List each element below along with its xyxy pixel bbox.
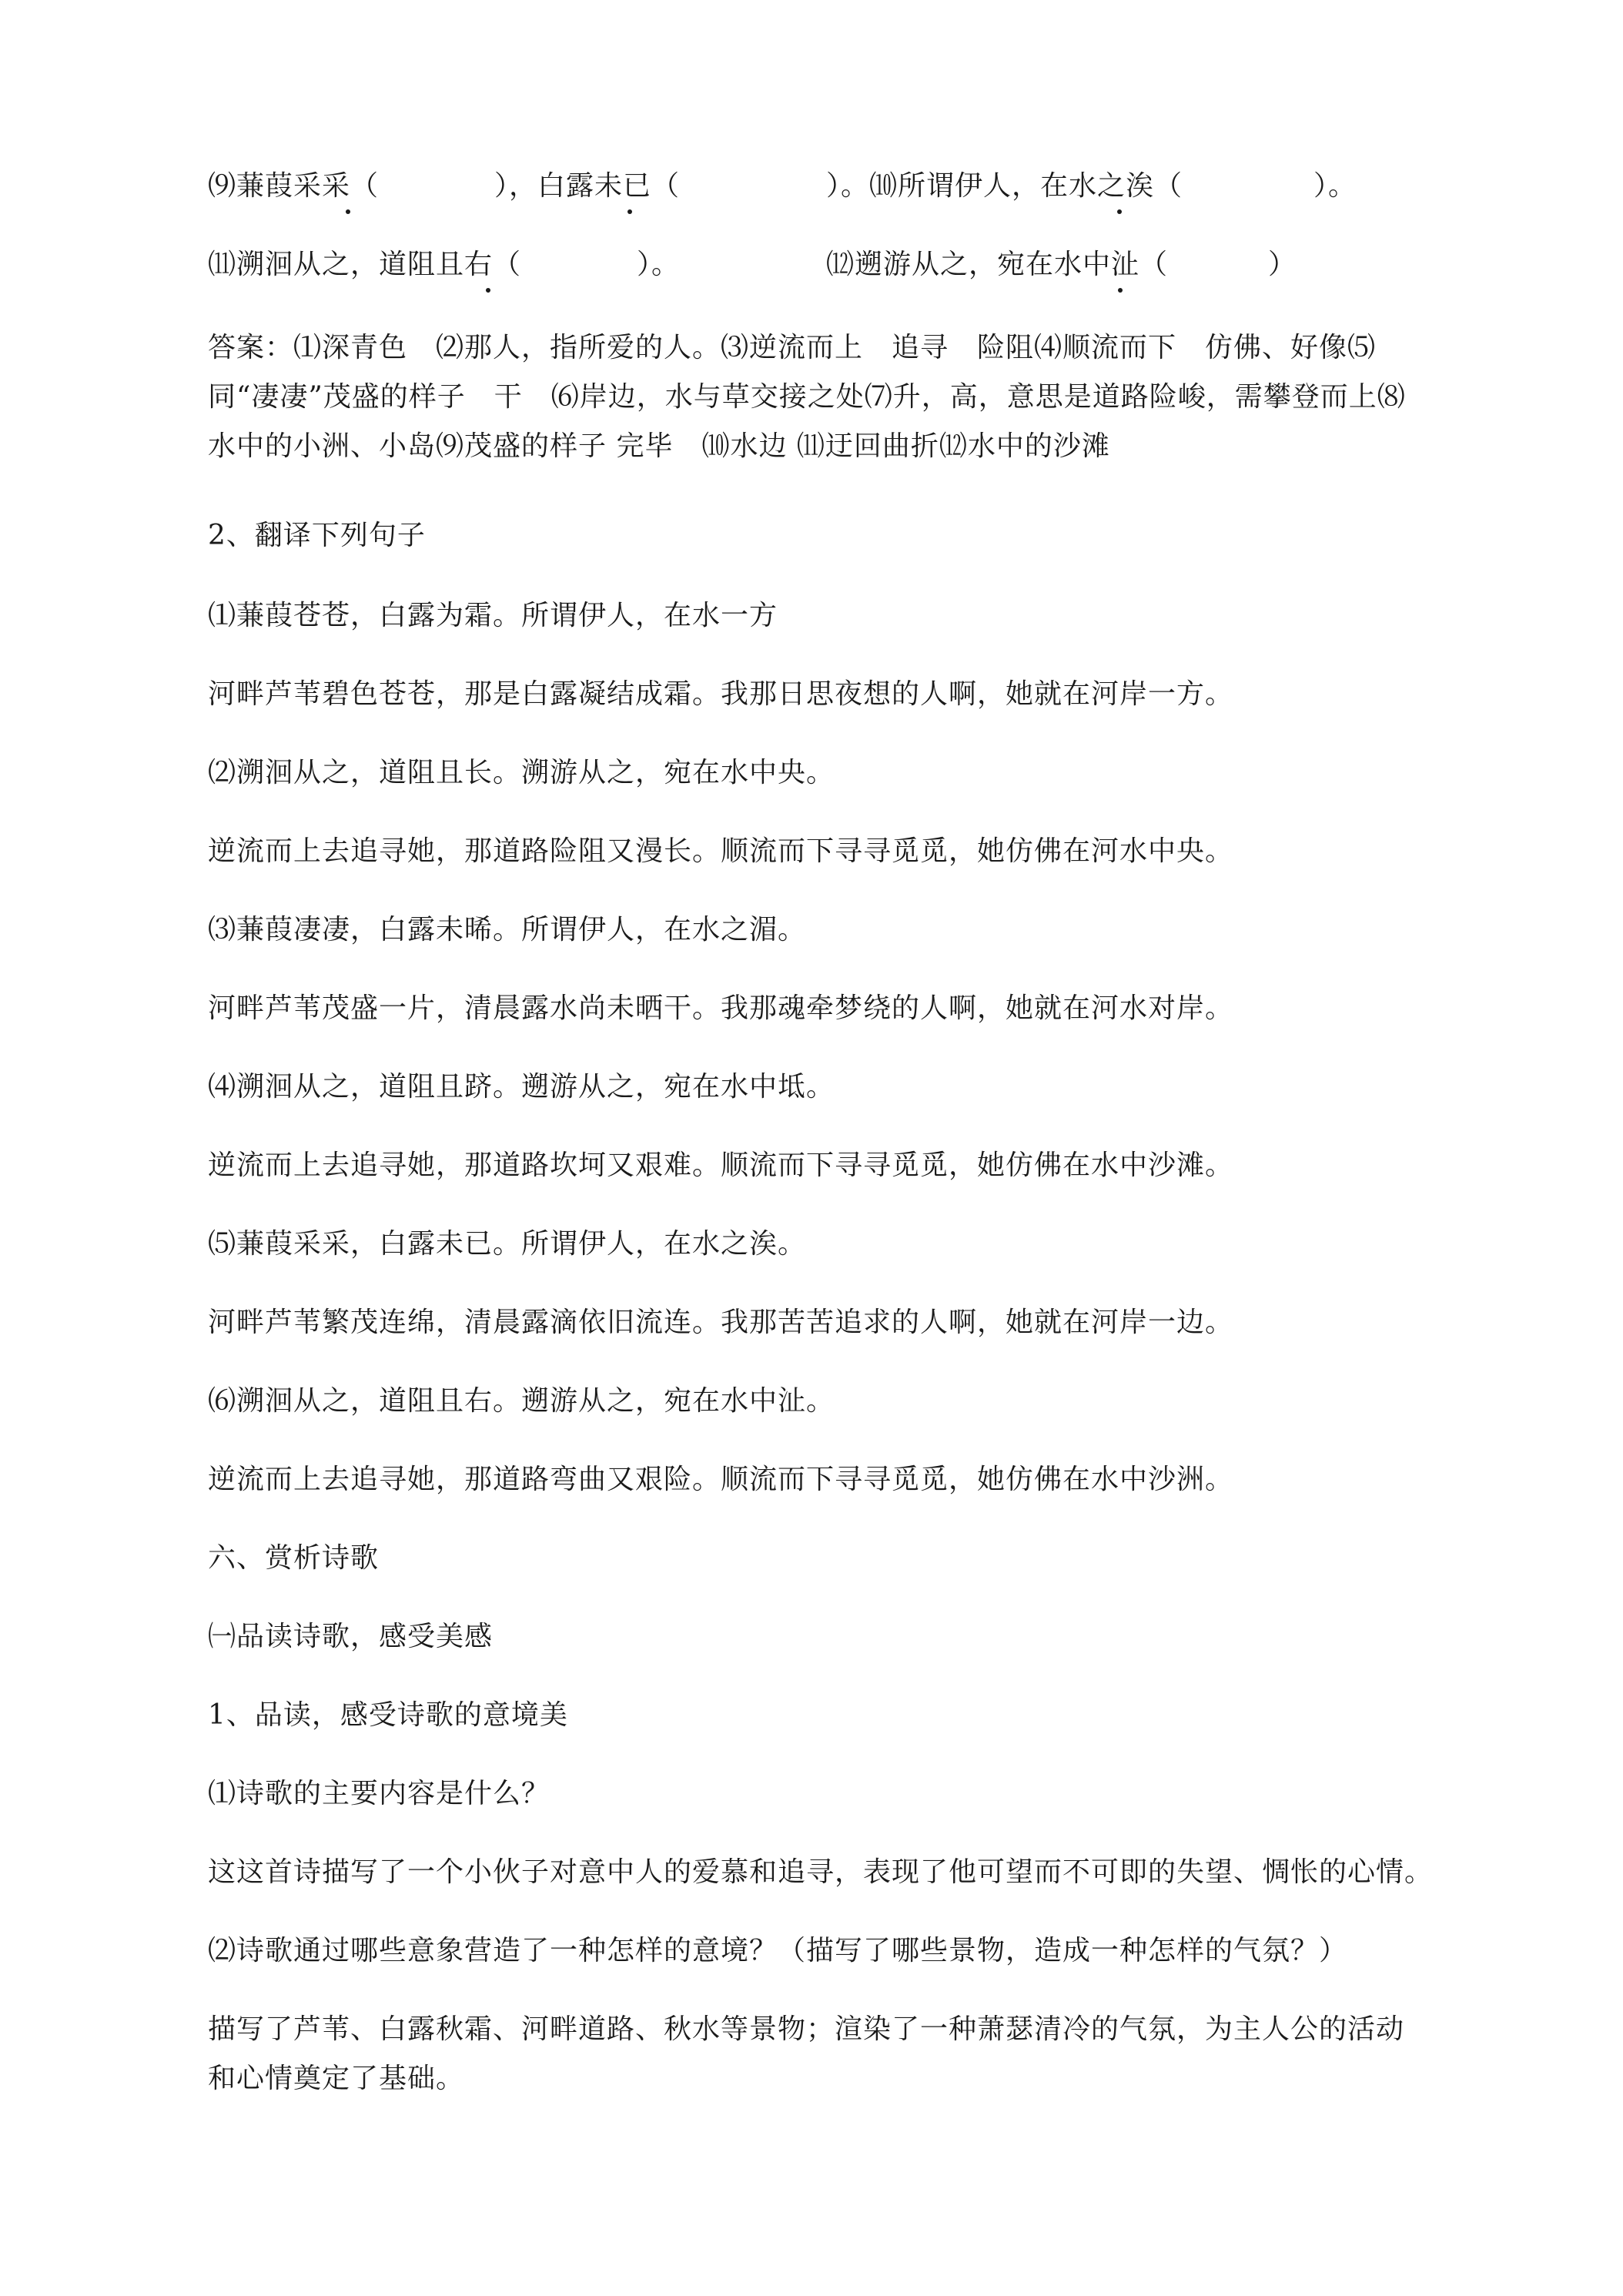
- original-line-4: ⑷溯洄从之，道阻且跻。遡游从之，宛在水中坻。: [208, 1071, 835, 1103]
- original-line-6: ⑹溯洄从之，道阻且右。遡游从之，宛在水中沚。: [208, 1385, 835, 1417]
- translation-line-4: 逆流而上去追寻她，那道路坎坷又艰难。顺流而下寻寻觅觅，她仿佛在水中沙滩。: [208, 1150, 1234, 1181]
- original-line-5: ⑸蒹葭采采，白露未已。所谓伊人，在水之涘。: [208, 1228, 807, 1260]
- translation-line-3: 河畔芦苇茂盛一片，清晨露水尚未晒干。我那魂牵梦绕的人啊，她就在河水对岸。: [208, 992, 1234, 1024]
- question-imagery: ⑵诗歌通过哪些意象营造了一种怎样的意境？（描写了哪些景物，造成一种怎样的气氛？）: [208, 1935, 1348, 1966]
- question-9-part-b: ），白露未已（: [494, 170, 681, 202]
- item-heading: 1、品读，感受诗歌的意境美: [208, 1699, 568, 1731]
- section-heading-appreciation: 六、赏析诗歌: [208, 1542, 380, 1574]
- section-heading-translate: 2、翻译下列句子: [208, 520, 426, 551]
- subsection-heading: ㈠品读诗歌，感受美感: [208, 1621, 494, 1652]
- question-content: ⑴诗歌的主要内容是什么？: [208, 1778, 550, 1809]
- question-11-part: ⑾溯洄从之，道阻且右（: [208, 249, 522, 280]
- question-10-close: ）。: [1313, 170, 1357, 202]
- original-line-1: ⑴蒹葭苍苍，白露为霜。所谓伊人，在水一方: [208, 600, 778, 631]
- translation-line-6: 逆流而上去追寻她，那道路弯曲又艰险。顺流而下寻寻觅觅，她仿佛在水中沙洲。: [208, 1464, 1234, 1495]
- question-12-close: ）: [1268, 249, 1297, 280]
- answer-content: 这这首诗描写了一个小伙子对意中人的爱慕和追寻，表现了他可望而不可即的失望、惆怅的心情。: [208, 1856, 1434, 1888]
- original-line-2: ⑵溯洄从之，道阻且长。溯游从之，宛在水中央。: [208, 757, 835, 788]
- original-line-3: ⑶蒹葭凄凄，白露未晞。所谓伊人，在水之湄。: [208, 914, 807, 946]
- question-9-part-a: ⑼蒹葭采采（: [208, 170, 380, 202]
- question-12-part: ⑿遡游从之，宛在水中沚（: [826, 249, 1169, 280]
- answer-imagery: 描写了芦苇、白露秋霜、河畔道路、秋水等景物；渲染了一种萧瑟清冷的气氛，为主人公的活动和心情奠定了基础。: [208, 2013, 1405, 2094]
- translation-line-5: 河畔芦苇繁茂连绵，清晨露滴依旧流连。我那苦苦追求的人啊，她就在河岸一边。: [208, 1307, 1234, 1338]
- answer-paragraph: 答案：⑴深青色 ⑵那人，指所爱的人。⑶逆流而上 追寻 险阻⑷顺流而下 仿佛、好像⑸同“凄凄”茂盛的样子 干 ⑹岸边，水与草交接之处⑺升，高，意思是道路险峻，需攀登而上⑻水中的小洲、小岛⑼茂盛的样子 完毕 ⑽水边 ⑾迂回曲折⑿水中的沙滩: [208, 332, 1406, 462]
- question-11-close: ）。: [637, 249, 681, 280]
- question-line-9: [208, 168, 1357, 205]
- translation-line-1: 河畔芦苇碧色苍苍，那是白露凝结成霜。我那日思夜想的人啊，她就在河岸一方。: [208, 678, 1234, 710]
- question-line-11: [208, 246, 1297, 283]
- question-10-part: ）。⑽所谓伊人，在水之涘（: [826, 170, 1183, 202]
- translation-line-2: 逆流而上去追寻她，那道路险阻又漫长。顺流而下寻寻觅觅，她仿佛在河水中央。: [208, 835, 1234, 867]
